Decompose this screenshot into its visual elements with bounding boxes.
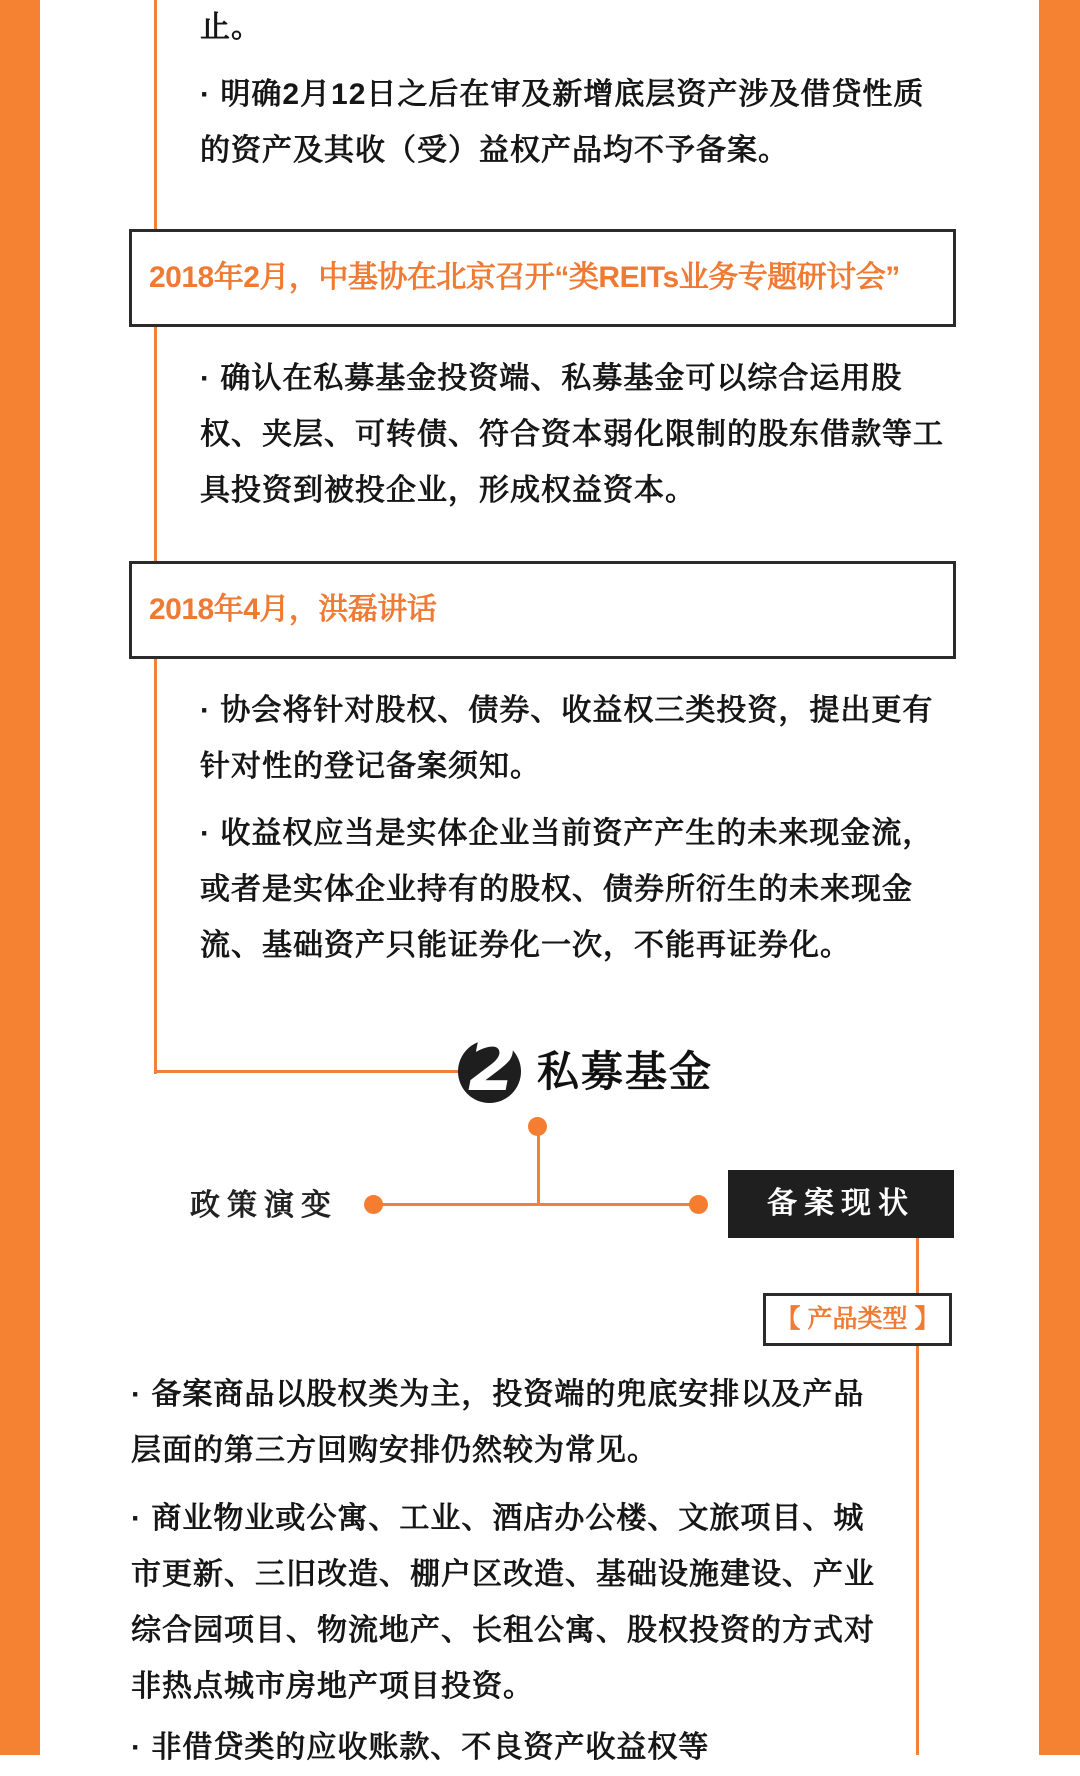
timeline-connector-line (154, 1070, 462, 1073)
paragraph-line: · 商业物业或公寓、工业、酒店办公楼、文旅项目、城 (131, 1502, 865, 1535)
paragraph-line: 具投资到被投企业，形成权益资本。 (200, 474, 696, 507)
section-title: 私募基金 (537, 1048, 714, 1095)
section-number-badge (458, 1025, 521, 1107)
branch-horizontal-line (374, 1203, 699, 1206)
section-number: 2 (468, 1025, 517, 1107)
section-paragraph (131, 1720, 709, 1776)
paragraph-line: 综合园项目、物流地产、长租公寓、股权投资的方式对 (131, 1614, 875, 1647)
paragraph-line: 止。 (200, 11, 262, 44)
branch-policy-evolution: 政策演变 (190, 1189, 338, 1222)
branch-stem-line (537, 1127, 540, 1205)
event-paragraph (200, 351, 944, 519)
timeline-paragraph (200, 0, 262, 56)
event-title: 2018年2月，中基协在北京召开“类REITs业务专题研讨会” (149, 261, 900, 294)
paragraph-line: · 收益权应当是实体企业当前资产产生的未来现金流， (200, 817, 934, 850)
timeline-vertical-line (154, 0, 157, 1074)
paragraph-line: 层面的第三方回购安排仍然较为常见。 (131, 1434, 658, 1467)
branch-filing-status: 备案现状 (728, 1170, 954, 1238)
paragraph-line: 或者是实体企业持有的股权、债券所衍生的未来现金 (200, 873, 913, 906)
section-paragraph (131, 1367, 864, 1479)
branch-right-dot (689, 1195, 708, 1214)
paragraph-line: 针对性的登记备案须知。 (200, 750, 541, 783)
section-paragraph (131, 1491, 875, 1715)
subheading-box: 【 产品类型 】 (763, 1293, 952, 1346)
paragraph-line: 非热点城市房地产项目投资。 (131, 1670, 534, 1703)
event-title: 2018年4月，洪磊讲话 (149, 593, 437, 626)
event-title-box (129, 561, 956, 659)
paragraph-line: 流、基础资产只能证券化一次，不能再证券化。 (200, 929, 851, 962)
event-paragraph (200, 683, 933, 795)
paragraph-line: · 确认在私募基金投资端、私募基金可以综合运用股 (200, 362, 903, 395)
branch-left-dot (364, 1195, 383, 1214)
left-orange-band (0, 0, 40, 1755)
event-title-box (129, 229, 956, 327)
paragraph-line: · 备案商品以股权类为主，投资端的兜底安排以及产品 (131, 1378, 865, 1411)
paragraph-line: 市更新、三旧改造、棚户区改造、基础设施建设、产业 (131, 1558, 875, 1591)
paragraph-line: 的资产及其收（受）益权产品均不予备案。 (200, 134, 789, 167)
right-orange-band (1039, 0, 1080, 1755)
event-paragraph (200, 806, 933, 974)
paragraph-line: · 协会将针对股权、债券、收益权三类投资，提出更有 (200, 694, 934, 727)
timeline-paragraph (200, 67, 924, 179)
paragraph-line: · 非借贷类的应收账款、不良资产收益权等 (131, 1731, 710, 1764)
paragraph-line: · 明确2月12日之后在审及新增底层资产涉及借贷性质 (200, 78, 925, 111)
paragraph-line: 权、夹层、可转债、符合资本弱化限制的股东借款等工 (200, 418, 944, 451)
